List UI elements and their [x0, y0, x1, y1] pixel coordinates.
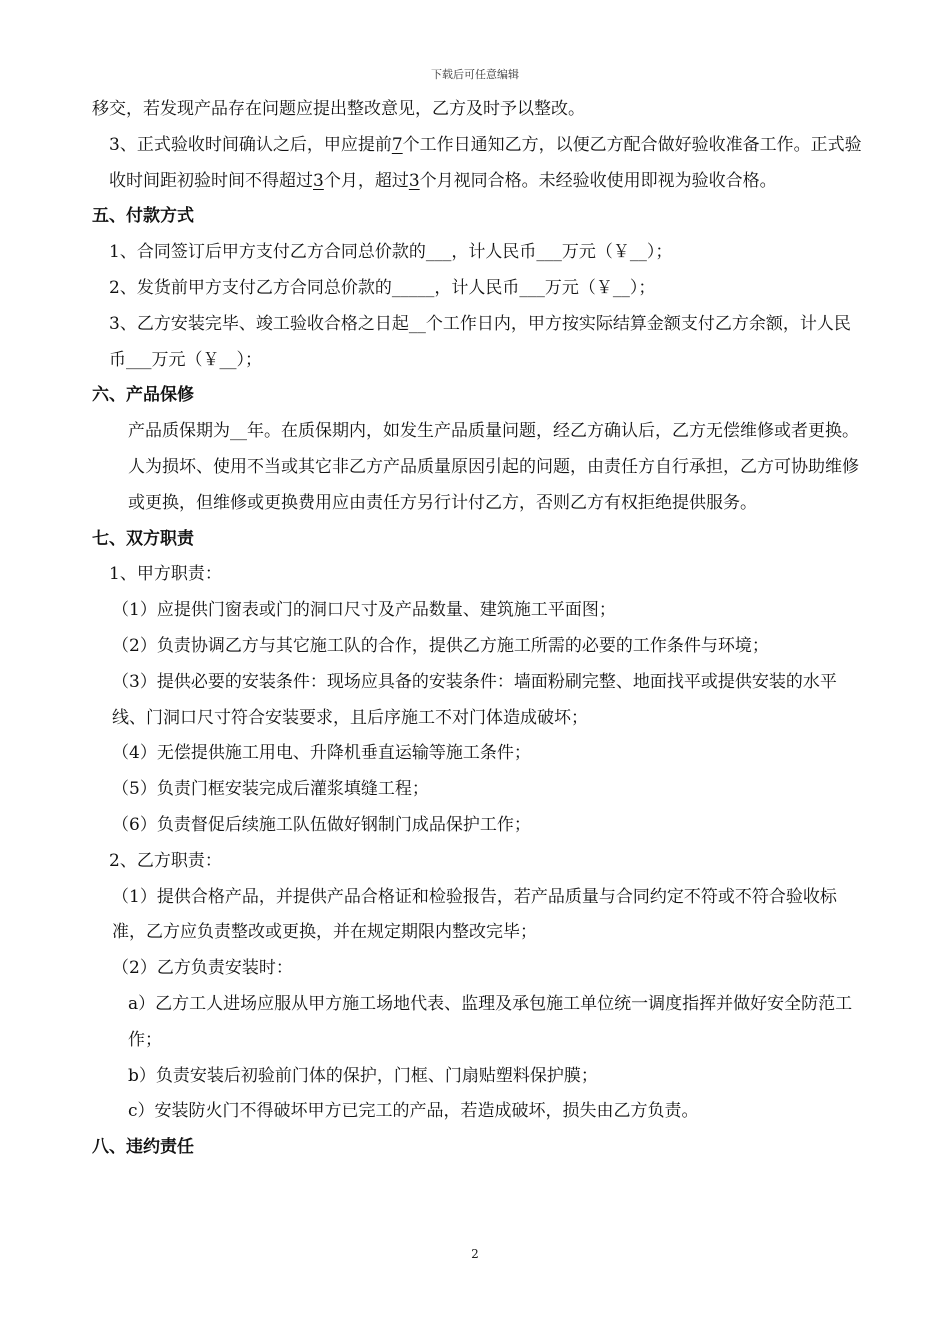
party-a-item: （4）无偿提供施工用电、升降机垂直运输等施工条件；: [112, 743, 531, 764]
party-b-title: 2、乙方职责：: [109, 850, 222, 871]
section-heading-responsibilities: 七、双方职责: [92, 528, 194, 549]
party-b-subitem: c）安装防火门不得破坏甲方已完工的产品，若造成破坏，损失由乙方负责。: [128, 1101, 699, 1122]
party-a-title: 1、甲方职责：: [109, 564, 222, 585]
party-a-item: （3）提供必要的安装条件：现场应具备的安装条件：墙面粉刷完整、地面找平或提供安装的水平线、门洞口尺寸符合安装要求，且后序施工不对门体造成破坏；: [112, 671, 837, 728]
payment-item-1: 1、合同签订后甲方支付乙方合同总价款的___，计人民币___万元（￥__）；: [109, 242, 673, 263]
party-b-subitem: a）乙方工人进场应服从甲方施工场地代表、监理及承包施工单位统一调度指挥并做好安全防范工作；: [128, 993, 853, 1050]
paragraph-warranty: 产品质保期为__年。在质保期内，如发生产品质量问题，经乙方确认后，乙方无偿维修或者更换。人为损坏、使用不当或其它非乙方产品质量原因引起的问题，由责任方自行承担，乙方可协助维修或更换，但维修或更换费用应由责任方另行计付乙方，否则乙方有权拒绝提供服务。: [128, 421, 859, 513]
header-note: 下载后可任意编辑: [431, 68, 519, 81]
paragraph-final-acceptance: 3、正式验收时间确认之后，甲应提前7个工作日通知乙方，以便乙方配合做好验收准备工作。正式验收时间距初验时间不得超过3个月，超过3个月视同合格。未经验收使用即视为验收合格。: [109, 134, 862, 191]
party-b-subitem: b）负责安装后初验前门体的保护，门框、门扇贴塑料保护膜；: [128, 1065, 598, 1086]
payment-item-2: 2、发货前甲方支付乙方合同总价款的_____，计人民币___万元（￥__）；: [109, 277, 656, 298]
section-heading-liability: 八、违约责任: [92, 1137, 194, 1158]
party-a-item: （2）负责协调乙方与其它施工队的合作，提供乙方施工所需的必要的工作条件与环境；: [112, 635, 769, 656]
paragraph-handover: 移交，若发现产品存在问题应提出整改意见，乙方及时予以整改。: [92, 99, 585, 119]
page-number: 2: [471, 1247, 479, 1261]
party-b-item: （2）乙方负责安装时：: [112, 958, 293, 979]
section-heading-payment: 五、付款方式: [92, 206, 194, 227]
section-heading-warranty: 六、产品保修: [92, 385, 194, 406]
party-a-item: （5）负责门框安装完成后灌浆填缝工程；: [112, 779, 429, 800]
payment-item-3: 3、乙方安装完毕、竣工验收合格之日起__个工作日内，甲方按实际结算金额支付乙方余额，计人民币___万元（￥__）；: [109, 313, 851, 370]
party-b-item: （1）提供合格产品，并提供产品合格证和检验报告，若产品质量与合同约定不符或不符合验收标准，乙方应负责整改或更换，并在规定期限内整改完毕；: [112, 886, 837, 943]
party-a-item: （1）应提供门窗表或门的洞口尺寸及产品数量、建筑施工平面图；: [112, 600, 616, 621]
document-body: [92, 92, 862, 1166]
party-a-item: （6）负责督促后续施工队伍做好钢制门成品保护工作；: [112, 814, 531, 835]
